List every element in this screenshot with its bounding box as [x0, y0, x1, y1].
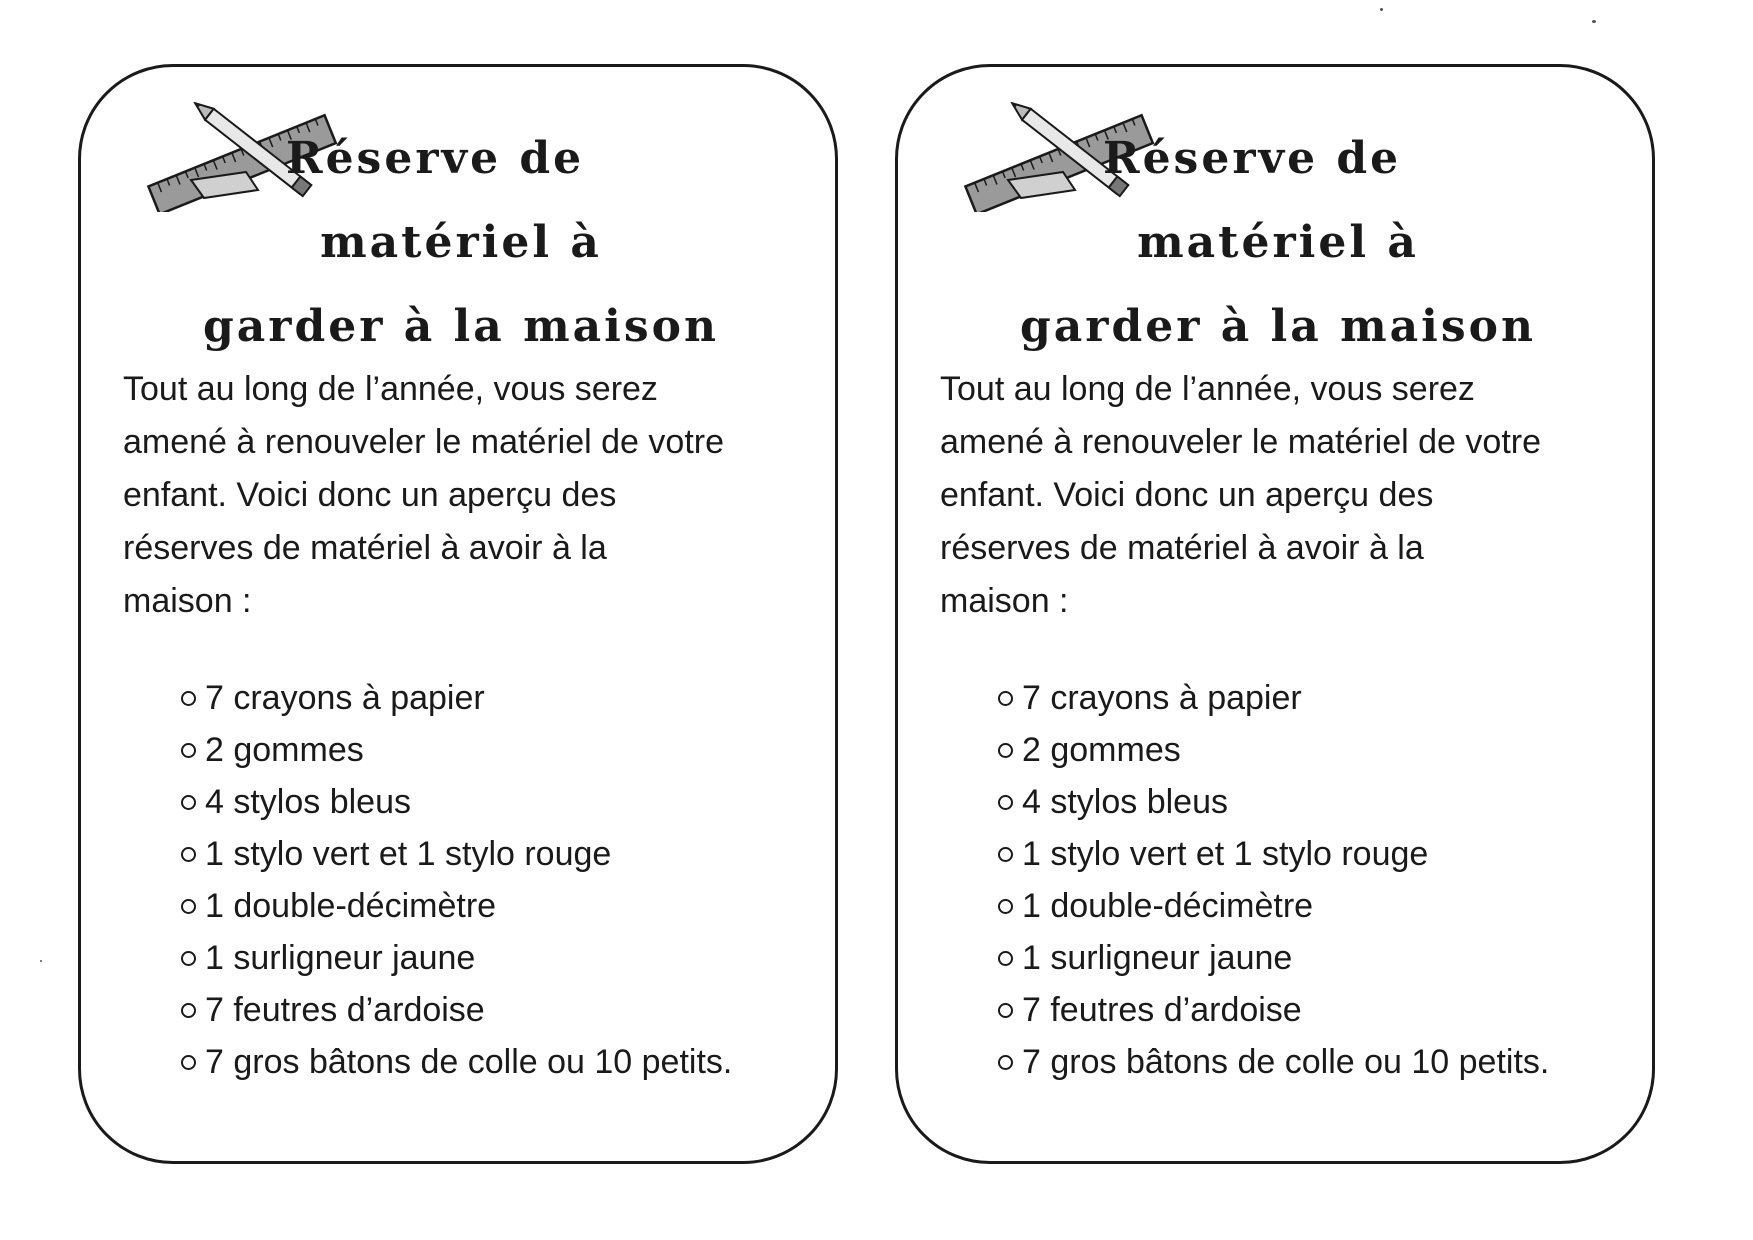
circle-bullet-icon [181, 743, 196, 758]
list-item-text: 4 stylos bleus [205, 783, 411, 821]
list-item-text: 1 double-décimètre [1022, 887, 1314, 925]
list-item [181, 984, 732, 1036]
list-item [998, 776, 1549, 828]
list-item-text: 1 surligneur jaune [205, 939, 476, 977]
material-card-right [895, 64, 1655, 1164]
title-line: Réserve de [1103, 133, 1402, 184]
intro-line: amené à renouveler le matériel de votre [123, 423, 724, 461]
list-item-text: 7 crayons à papier [1022, 679, 1302, 717]
list-item-text: 2 gommes [205, 731, 364, 769]
circle-bullet-icon [998, 847, 1013, 862]
material-card-left [78, 64, 838, 1164]
list-item [181, 724, 732, 776]
list-item-text: 1 surligneur jaune [1022, 939, 1293, 977]
intro-paragraph [940, 363, 1630, 628]
card-title [938, 117, 1618, 369]
list-item [181, 672, 732, 724]
list-item [998, 1036, 1549, 1088]
intro-line: amené à renouveler le matériel de votre [940, 423, 1541, 461]
circle-bullet-icon [998, 691, 1013, 706]
circle-bullet-icon [181, 899, 196, 914]
list-item-text: 1 stylo vert et 1 stylo rouge [205, 835, 612, 873]
list-item-text: 2 gommes [1022, 731, 1181, 769]
title-line: Réserve de [286, 133, 585, 184]
intro-line: Tout au long de l’année, vous serez [123, 370, 658, 408]
list-item-text: 1 stylo vert et 1 stylo rouge [1022, 835, 1429, 873]
title-line: matériel à [1137, 217, 1419, 268]
list-item [181, 776, 732, 828]
scan-speck [1380, 8, 1383, 11]
circle-bullet-icon [998, 1003, 1013, 1018]
supply-list [181, 672, 732, 1088]
list-item-text: 4 stylos bleus [1022, 783, 1228, 821]
circle-bullet-icon [998, 743, 1013, 758]
circle-bullet-icon [181, 1055, 196, 1070]
intro-line: enfant. Voici donc un aperçu des [123, 476, 617, 514]
title-line: garder à la maison [1020, 301, 1536, 352]
circle-bullet-icon [998, 951, 1013, 966]
intro-line: enfant. Voici donc un aperçu des [940, 476, 1434, 514]
scan-speck [40, 960, 42, 962]
list-item [181, 828, 732, 880]
intro-line: Tout au long de l’année, vous serez [940, 370, 1475, 408]
list-item [998, 828, 1549, 880]
circle-bullet-icon [181, 1003, 196, 1018]
circle-bullet-icon [181, 847, 196, 862]
circle-bullet-icon [998, 795, 1013, 810]
list-item-text: 7 gros bâtons de colle ou 10 petits. [1022, 1043, 1550, 1081]
intro-paragraph [123, 363, 813, 628]
list-item [998, 932, 1549, 984]
circle-bullet-icon [998, 1055, 1013, 1070]
list-item-text: 1 double-décimètre [205, 887, 497, 925]
circle-bullet-icon [181, 795, 196, 810]
intro-line: maison : [123, 582, 252, 620]
list-item [998, 880, 1549, 932]
circle-bullet-icon [998, 899, 1013, 914]
list-item [181, 880, 732, 932]
title-line: matériel à [320, 217, 602, 268]
scan-speck [1592, 20, 1596, 23]
list-item [998, 724, 1549, 776]
list-item-text: 7 crayons à papier [205, 679, 485, 717]
list-item [181, 932, 732, 984]
supply-list [998, 672, 1549, 1088]
card-title [121, 117, 801, 369]
intro-line: réserves de matériel à avoir à la [123, 529, 607, 567]
intro-line: réserves de matériel à avoir à la [940, 529, 1424, 567]
circle-bullet-icon [181, 951, 196, 966]
title-line: garder à la maison [203, 301, 719, 352]
list-item [998, 984, 1549, 1036]
intro-line: maison : [940, 582, 1069, 620]
list-item [181, 1036, 732, 1088]
list-item-text: 7 feutres d’ardoise [1022, 991, 1302, 1029]
circle-bullet-icon [181, 691, 196, 706]
list-item [998, 672, 1549, 724]
list-item-text: 7 gros bâtons de colle ou 10 petits. [205, 1043, 733, 1081]
list-item-text: 7 feutres d’ardoise [205, 991, 485, 1029]
